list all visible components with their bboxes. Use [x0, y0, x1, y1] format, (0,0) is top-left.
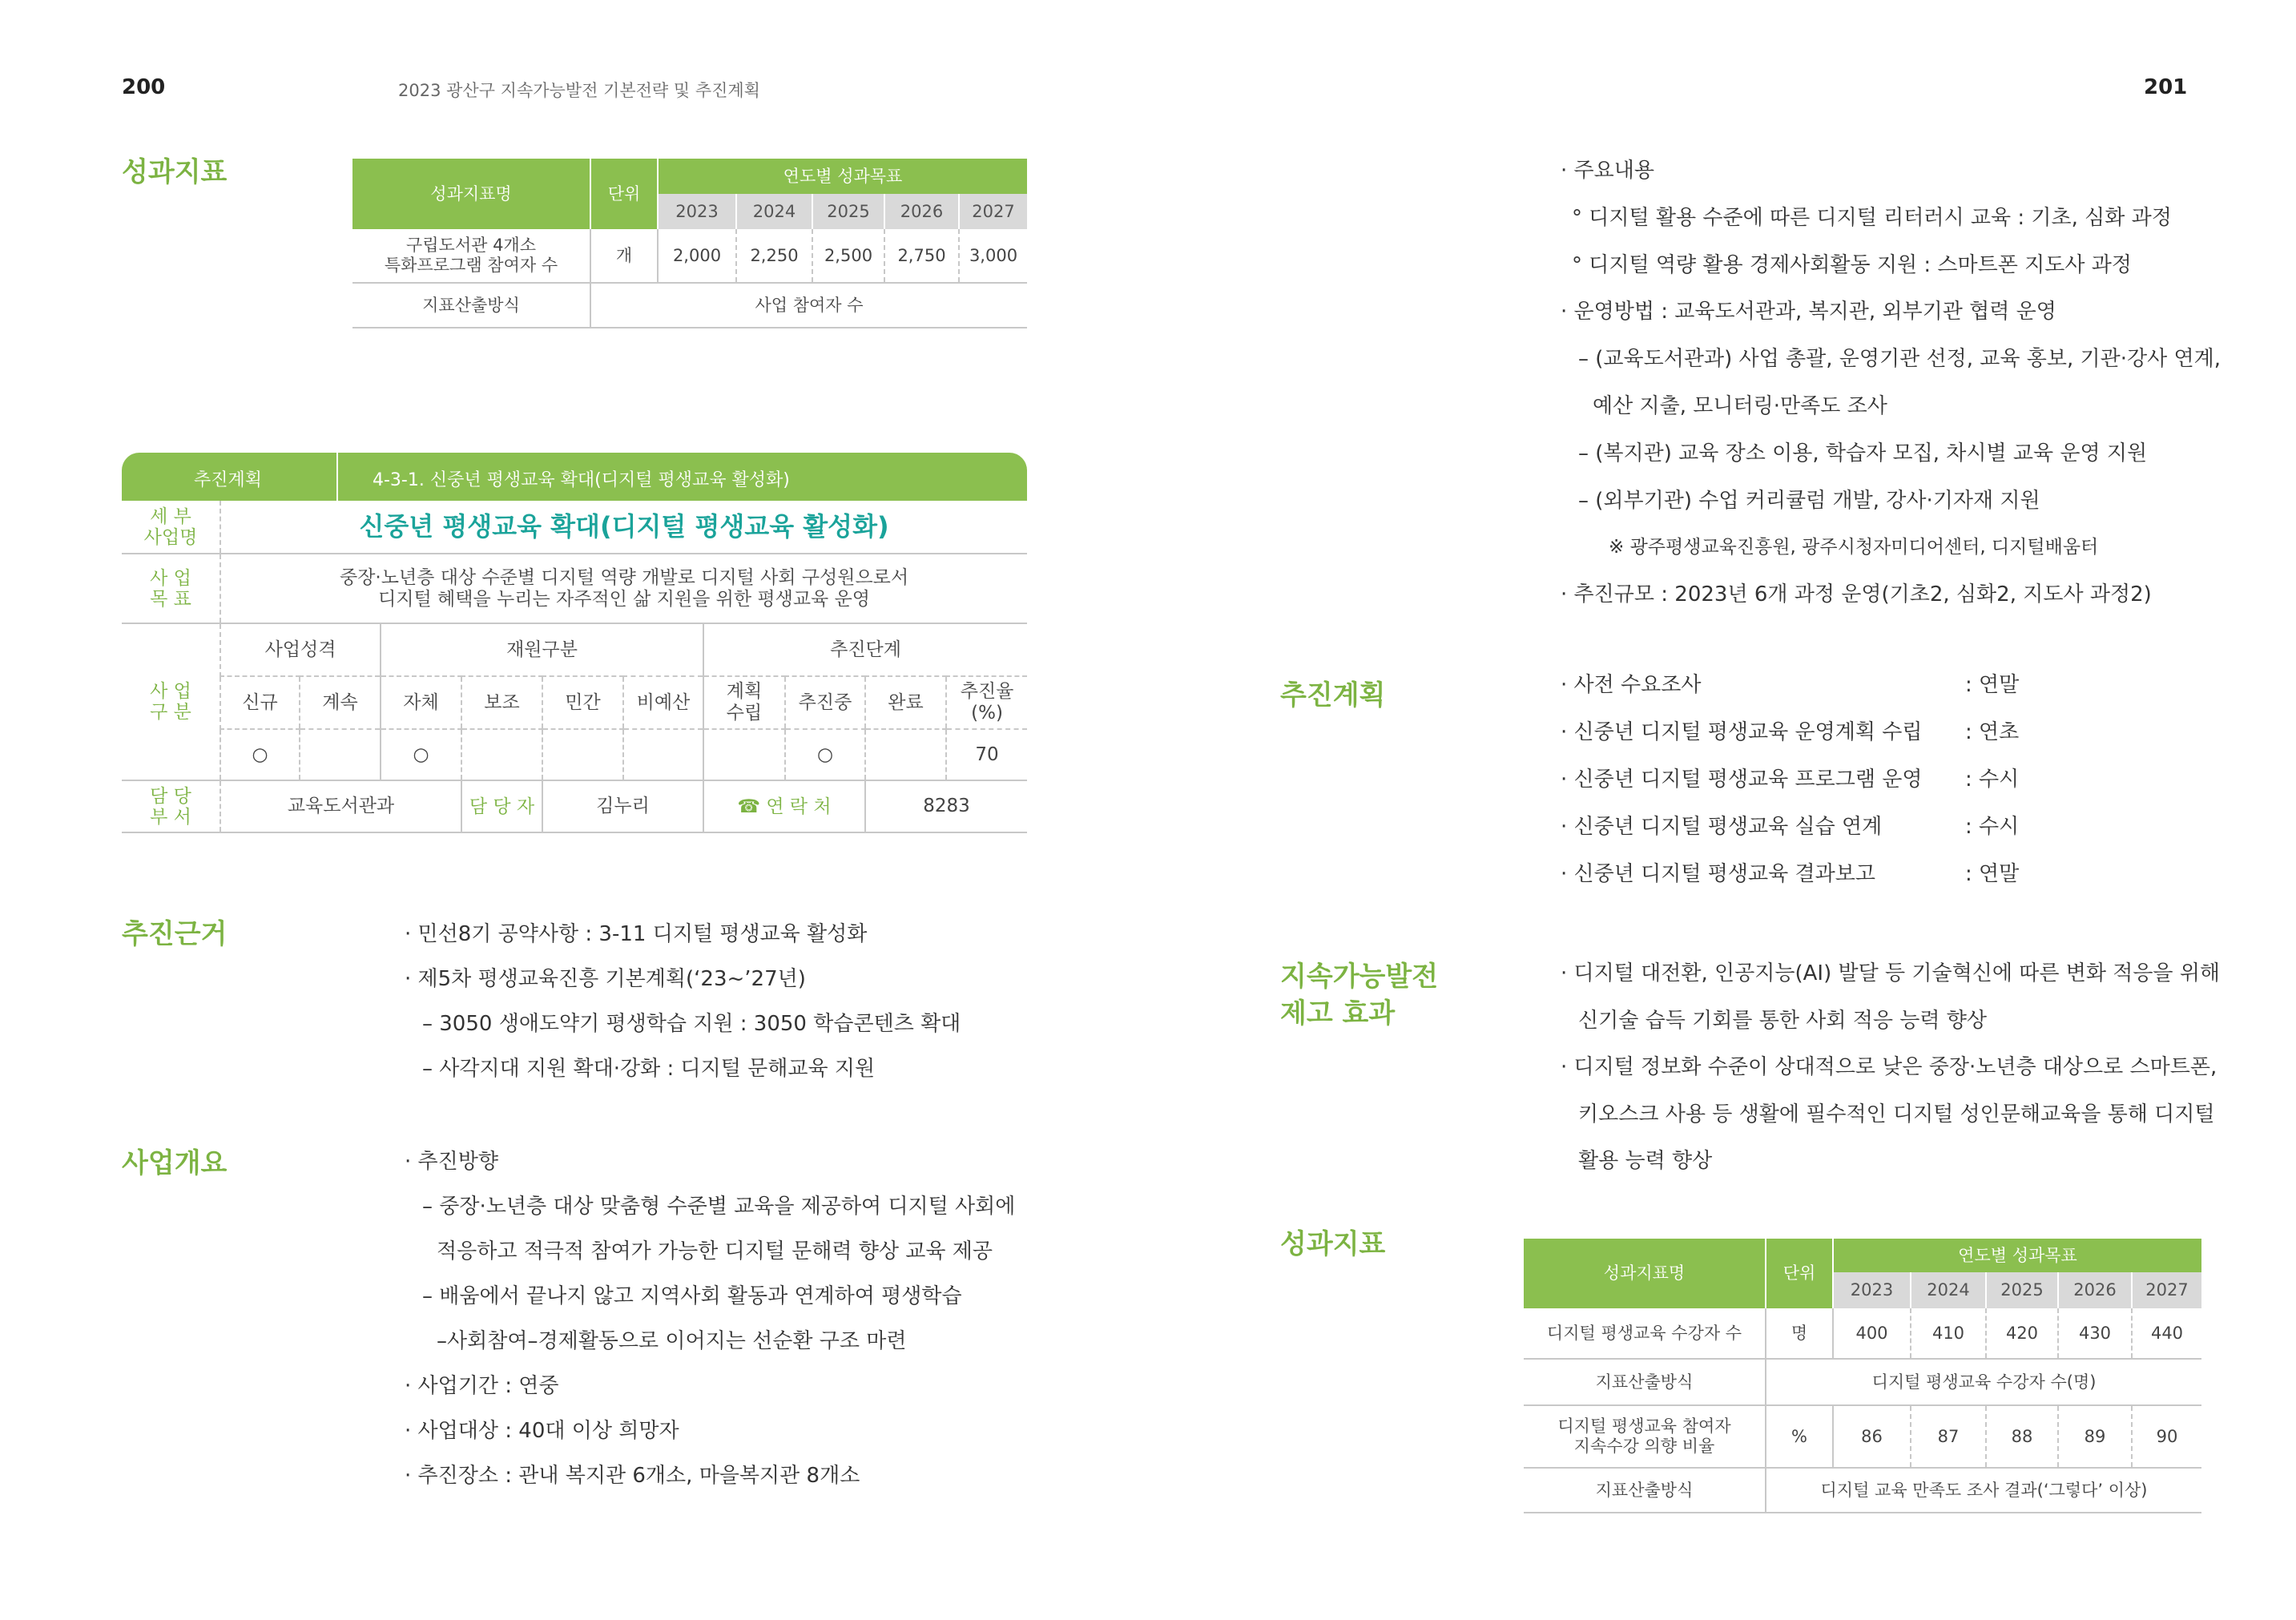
schedule-list — [1561, 662, 2121, 898]
kpi-col-name: 성과지표명 — [1524, 1239, 1766, 1308]
manager-value: 김누리 — [542, 780, 703, 832]
kpi-col-unit: 단위 — [590, 159, 658, 229]
schedule-when: : 수시 — [1965, 768, 2020, 792]
mark-plan — [703, 729, 785, 780]
basis-line: · 민선8기 공약사항 : 3-11 디지털 평생교육 활성화 — [405, 922, 868, 946]
schedule-task: · 사전 수요조사 — [1561, 673, 1702, 697]
kpi-year: 2024 — [1911, 1272, 1986, 1308]
mark-done — [865, 729, 946, 780]
schedule-row — [1561, 804, 2121, 851]
page-number-right: 201 — [2144, 75, 2188, 99]
kpi-method-value: 디지털 평생교육 수강자 수(명) — [1766, 1359, 2201, 1405]
overview-line: · 사업대상 : 40대 이상 희망자 — [405, 1419, 679, 1443]
plan-title-right: 추진계획 — [1280, 679, 1386, 711]
basis-list — [405, 912, 961, 1091]
kpi-row-name: 디지털 평생교육 참여자 지속수강 의향 비율 — [1524, 1405, 1766, 1468]
running-head: 2023 광산구 지속가능발전 기본전략 및 추진계획 — [398, 81, 760, 100]
goal-label: 사 업 목 표 — [122, 554, 220, 623]
kpi-method-label: 지표산출방식 — [352, 283, 590, 328]
kpi-year: 2025 — [1986, 1272, 2058, 1308]
schedule-when: : 연말 — [1965, 673, 2020, 697]
kpi-col-name: 성과지표명 — [352, 159, 590, 229]
plan-header-label: 추진계획 — [194, 470, 263, 490]
schedule-task: · 신중년 디지털 평생교육 프로그램 운영 — [1561, 768, 1923, 792]
content-line: 예산 지출, 모니터링·만족도 조사 — [1593, 393, 1887, 418]
kpi-method-label: 지표산출방식 — [1524, 1468, 1766, 1513]
content-line: · 운영방법 : 교육도서관과, 복지관, 외부기관 협력 운영 — [1561, 300, 2056, 324]
sub-done: 완료 — [865, 676, 946, 729]
kpi-col-unit: 단위 — [1766, 1239, 1833, 1308]
sub-self: 자체 — [381, 676, 461, 729]
sd-effect-list — [1561, 950, 2220, 1185]
kpi-row-value: 3,000 — [959, 229, 1027, 283]
mark-nonbudget — [623, 729, 703, 780]
schedule-task: · 신중년 디지털 평생교육 실습 연계 — [1561, 815, 1883, 839]
schedule-when: : 연말 — [1965, 862, 2020, 886]
kpi-section-title-right: 성과지표 — [1280, 1228, 1386, 1260]
goal-value: 중장·노년층 대상 수준별 디지털 역량 개발로 디지털 사회 구성원으로서 디지털 혜택을 누리는 자주적인 삶 지원을 위한 평생교육 운영 — [220, 554, 1027, 623]
sd-line: · 디지털 대전환, 인공지능(AI) 발달 등 기술혁신에 따른 변화 적응을 위해 — [1561, 961, 2221, 985]
content-line: · 추진규모 : 2023년 6개 과정 운영(기초2, 심화2, 지도사 과정2) — [1561, 582, 2152, 607]
schedule-row — [1561, 756, 2121, 804]
sub-rate: 추진율 (%) — [946, 676, 1027, 729]
mark-new: ○ — [220, 729, 300, 780]
mark-subsidy — [461, 729, 542, 780]
kpi-year: 2025 — [812, 194, 884, 229]
kpi-row-value: 410 — [1911, 1308, 1986, 1359]
kpi-row-value: 2,250 — [736, 229, 812, 283]
kpi-row-unit: 명 — [1766, 1308, 1833, 1359]
detail-value: 신중년 평생교육 확대(디지털 평생교육 활성화) — [220, 501, 1027, 554]
sd-line: 키오스크 사용 등 생활에 필수적인 디지털 성인문해교육을 통해 디지털 — [1578, 1102, 2215, 1126]
kpi-year: 2027 — [2132, 1272, 2201, 1308]
kpi-row-unit: % — [1766, 1405, 1833, 1468]
kpi-row-name: 디지털 평생교육 수강자 수 — [1524, 1308, 1766, 1359]
schedule-when: : 연초 — [1965, 720, 2020, 744]
kpi-method-label: 지표산출방식 — [1524, 1359, 1766, 1405]
sd-effect-title: 지속가능발전 제고 효과 — [1280, 961, 1439, 1030]
kpi-row-value: 87 — [1911, 1405, 1986, 1468]
overview-list — [405, 1139, 1015, 1498]
kpi-year: 2026 — [2058, 1272, 2132, 1308]
mark-progress: ○ — [785, 729, 865, 780]
overview-line: 적응하고 적극적 참여가 가능한 디지털 문해력 향상 교육 제공 — [437, 1239, 993, 1263]
basis-line: · 제5차 평생교육진흥 기본계획(‘23~’27년) — [405, 967, 806, 991]
detail-label: 세 부 사업명 — [122, 501, 220, 554]
kpi-row-value: 89 — [2058, 1405, 2132, 1468]
kpi-year: 2023 — [658, 194, 736, 229]
schedule-task: · 신중년 디지털 평생교육 결과보고 — [1561, 862, 1875, 886]
overview-line: · 추진방향 — [405, 1150, 498, 1174]
dept-label: 담 당 부 서 — [122, 780, 220, 832]
kpi-row-value: 420 — [1986, 1308, 2058, 1359]
overview-line: · 사업기간 : 연중 — [405, 1374, 559, 1398]
sd-line: · 디지털 정보화 수준이 상대적으로 낮은 중장·노년층 대상으로 스마트폰, — [1561, 1055, 2217, 1079]
contact-value: 8283 — [865, 780, 1027, 832]
kpi-row-value: 2,000 — [658, 229, 736, 283]
overview-line: · 추진장소 : 관내 복지관 6개소, 마을복지관 8개소 — [405, 1464, 860, 1488]
kpi-row-value: 2,500 — [812, 229, 884, 283]
contact-label: ☎ 연 락 처 — [703, 780, 865, 832]
plan-header-value: 4-3-1. 신중년 평생교육 확대(디지털 평생교육 활성화) — [373, 470, 790, 490]
overview-line: – 배움에서 끝나지 않고 지역사회 활동과 연계하여 평생학습 — [422, 1284, 962, 1308]
kpi-year: 2024 — [736, 194, 812, 229]
plan-header-divider — [336, 453, 338, 501]
overview-line: –사회참여–경제활동으로 이어지는 선순환 구조 마련 — [437, 1329, 907, 1353]
kpi-method-value: 디지털 교육 만족도 조사 결과(‘그렇다’ 이상) — [1766, 1468, 2201, 1513]
group-business: 사업성격 — [220, 623, 381, 676]
group-funding: 재원구분 — [381, 623, 703, 676]
mark-self: ○ — [381, 729, 461, 780]
kpi-col-yearly: 연도별 성과목표 — [1833, 1239, 2201, 1272]
schedule-task: · 신중년 디지털 평생교육 운영계획 수립 — [1561, 720, 1923, 744]
mark-continue — [300, 729, 381, 780]
page-number-left: 200 — [122, 75, 166, 99]
kpi-row-value: 90 — [2132, 1405, 2201, 1468]
mark-private — [542, 729, 623, 780]
sub-continue: 계속 — [300, 676, 381, 729]
content-line: ° 디지털 역량 활용 경제사회활동 지원 : 스마트폰 지도사 과정 — [1572, 252, 2132, 277]
overview-title: 사업개요 — [122, 1147, 228, 1179]
sd-line: 신기술 습득 기회를 통한 사회 적응 능력 향상 — [1578, 1008, 1987, 1033]
category-label: 사 업 구 분 — [122, 623, 220, 780]
kpi-row-value: 400 — [1833, 1308, 1911, 1359]
content-note: ※ 광주평생교육진흥원, 광주시청자미디어센터, 디지털배움터 — [1609, 537, 2099, 558]
kpi-table-left — [352, 159, 1027, 328]
kpi-year: 2026 — [884, 194, 959, 229]
dept-value: 교육도서관과 — [220, 780, 461, 832]
plan-table — [122, 501, 1027, 833]
basis-line: – 사각지대 지원 확대·강화 : 디지털 문해교육 지원 — [422, 1057, 876, 1081]
sub-nonbudget: 비예산 — [623, 676, 703, 729]
kpi-row-name: 구립도서관 4개소 특화프로그램 참여자 수 — [352, 229, 590, 283]
kpi-year: 2027 — [959, 194, 1027, 229]
schedule-when: : 수시 — [1965, 815, 2020, 839]
kpi-row-value: 440 — [2132, 1308, 2201, 1359]
schedule-row — [1561, 709, 2121, 756]
group-stage: 추진단계 — [703, 623, 1027, 676]
content-line: – (외부기관) 수업 커리큘럼 개발, 강사·기자재 지원 — [1578, 488, 2040, 513]
plan-table-header — [122, 453, 1027, 501]
kpi-year: 2023 — [1833, 1272, 1911, 1308]
kpi-section-title-left: 성과지표 — [122, 156, 228, 188]
content-line: · 주요내용 — [1561, 159, 1654, 183]
kpi-row-value: 86 — [1833, 1405, 1911, 1468]
schedule-row — [1561, 851, 2121, 898]
basis-title: 추진근거 — [122, 918, 228, 950]
manager-label: 담 당 자 — [461, 780, 542, 832]
sub-new: 신규 — [220, 676, 300, 729]
sub-plan: 계획 수립 — [703, 676, 785, 729]
kpi-row-value: 430 — [2058, 1308, 2132, 1359]
kpi-row-value: 2,750 — [884, 229, 959, 283]
kpi-row-value: 88 — [1986, 1405, 2058, 1468]
content-line: – (복지관) 교육 장소 이용, 학습자 모집, 차시별 교육 운영 지원 — [1578, 441, 2148, 465]
sd-line: 활용 능력 향상 — [1578, 1149, 1713, 1173]
content-list — [1561, 147, 2221, 619]
rate-value: 70 — [946, 729, 1027, 780]
content-line: ° 디지털 활용 수준에 따른 디지털 리터러시 교육 : 기초, 심화 과정 — [1572, 205, 2172, 230]
sub-private: 민간 — [542, 676, 623, 729]
sub-progress: 추진중 — [785, 676, 865, 729]
sub-subsidy: 보조 — [461, 676, 542, 729]
content-line: – (교육도서관과) 사업 총괄, 운영기관 선정, 교육 홍보, 기관·강사 연계, — [1578, 347, 2221, 372]
kpi-row-unit: 개 — [590, 229, 658, 283]
schedule-row — [1561, 662, 2121, 709]
kpi-method-value: 사업 참여자 수 — [590, 283, 1027, 328]
basis-line: – 3050 생애도약기 평생학습 지원 : 3050 학습콘텐츠 확대 — [422, 1012, 961, 1036]
overview-line: – 중장·노년층 대상 맞춤형 수준별 교육을 제공하여 디지털 사회에 — [422, 1195, 1016, 1219]
kpi-col-yearly: 연도별 성과목표 — [658, 159, 1027, 194]
kpi-table-right — [1524, 1239, 2201, 1513]
